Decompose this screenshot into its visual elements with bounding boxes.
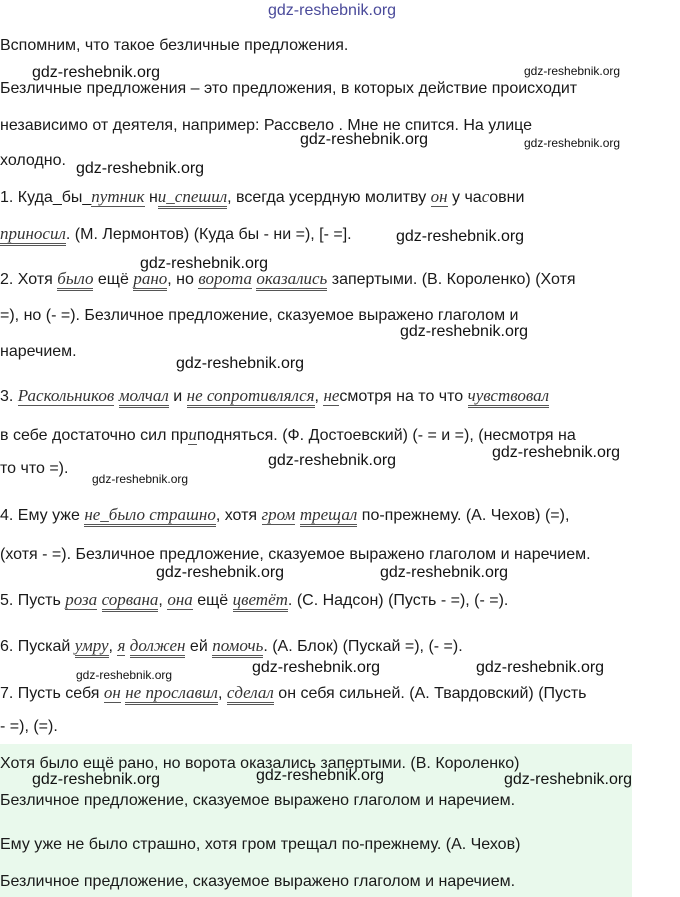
s1-letter: с xyxy=(481,187,490,206)
watermark: gdz-reshebnik.org xyxy=(476,659,605,676)
s6-text: . (А. Блок) (Пускай =), (- =). xyxy=(263,638,463,655)
s5-text: . (С. Надсон) (Пусть - =), (- =). xyxy=(287,592,509,609)
s4-text: 4. Ему уже xyxy=(0,507,85,524)
s3-predicate: молчал xyxy=(119,386,169,408)
sentence-4-line-2: (хотя - =). Безличное предложение, сказуемое выражено глаголом и наречием. xyxy=(0,546,591,563)
s3-text: подняться. (Ф. Достоевский) (- = и =), (несмотря на xyxy=(196,427,576,444)
watermark: gdz-reshebnik.org xyxy=(156,564,285,581)
watermark: gdz-reshebnik.org xyxy=(176,355,305,372)
s2-predicate: оказались xyxy=(256,269,327,291)
watermark: gdz-reshebnik.org xyxy=(524,64,621,78)
s1-text: 1. Куда_бы_ xyxy=(0,189,92,206)
s5-subject: роза xyxy=(65,590,98,609)
answer-line-2: Безличное предложение, сказуемое выражено глаголом и наречием. xyxy=(0,792,516,809)
intro-line-3: независимо от деятеля, например: Рассвело . Мне не спится. На улице xyxy=(0,117,533,134)
s7-predicate: сделал xyxy=(227,683,274,705)
s2-text: запертыми. (В. Короленко) (Хотя xyxy=(327,271,576,288)
watermark: gdz-reshebnik.org xyxy=(380,564,509,581)
s2-subject: ворота xyxy=(198,269,252,288)
watermark: gdz-reshebnik.org xyxy=(400,323,529,340)
s1-predicate: приносил xyxy=(0,224,66,246)
s3-predicate: не сопротивлялся xyxy=(187,386,315,408)
sentence-7-line-2: - =), (=). xyxy=(0,718,58,735)
s3-subject: Раскольников xyxy=(17,386,115,405)
watermark: gdz-reshebnik.org xyxy=(256,767,385,784)
s2-predicate: было xyxy=(57,269,93,291)
watermark: gdz-reshebnik.org xyxy=(32,64,161,81)
s1-text: . (М. Лермонтов) (Куда бы - ни =), [- =]. xyxy=(65,226,352,243)
s2-text: 2. Хотя xyxy=(0,271,58,288)
watermark: gdz-reshebnik.org xyxy=(524,136,621,150)
s2-text: , но xyxy=(167,271,199,288)
s2-text: ещё xyxy=(93,271,134,288)
s7-text: он себя сильней. (А. Твардовский) (Пусть xyxy=(273,685,587,702)
sentence-5-line-1 xyxy=(0,590,508,611)
watermark: gdz-reshebnik.org xyxy=(32,771,161,788)
sentence-4-line-1 xyxy=(0,505,569,526)
s7-text: 7. Пусть себя xyxy=(0,685,104,702)
s5-text xyxy=(97,592,101,609)
sentence-2-line-1 xyxy=(0,269,576,290)
answer-line-1: Хотя было ещё рано, но ворота оказались запертыми. (В. Короленко) xyxy=(0,755,520,772)
s3-text: 3. xyxy=(0,388,18,405)
s1-text: овни xyxy=(489,189,525,206)
s4-predicate: трещал xyxy=(300,505,358,527)
s4-predicate: не_было страшно xyxy=(84,505,216,527)
s7-text: , xyxy=(217,685,227,702)
answer-line-4: Безличное предложение, сказуемое выражено глаголом и наречием. xyxy=(0,873,516,890)
intro-line-1: Вспомним, что такое безличные предложения. xyxy=(0,37,349,54)
sentence-2-line-2: =), но (- =). Безличное предложение, сказуемое выражено глаголом и xyxy=(0,307,519,324)
s4-text: по-прежнему. (А. Чехов) (=), xyxy=(357,507,570,524)
watermark: gdz-reshebnik.org xyxy=(492,444,621,461)
s6-text: 6. Пускай xyxy=(0,638,75,655)
s5-text: 5. Пусть xyxy=(0,592,66,609)
sentence-3-line-3: то что =). xyxy=(0,460,69,477)
watermark: gdz-reshebnik.org xyxy=(76,668,173,682)
s6-predicate: должен xyxy=(130,636,186,658)
header-watermark[interactable]: gdz-reshebnik.org xyxy=(268,2,397,19)
sentence-6-line-1 xyxy=(0,636,463,657)
s6-subject: я xyxy=(117,636,126,655)
sentence-2-line-3: наречием. xyxy=(0,343,77,360)
watermark: gdz-reshebnik.org xyxy=(396,228,525,245)
s1-predicate: и_спешил xyxy=(158,187,227,209)
sentence-1-line-1 xyxy=(0,187,524,208)
s1-text: н xyxy=(144,189,158,206)
watermark: gdz-reshebnik.org xyxy=(504,771,633,788)
watermark: gdz-reshebnik.org xyxy=(92,472,189,486)
sentence-1-line-2 xyxy=(0,224,352,245)
watermark: gdz-reshebnik.org xyxy=(268,452,397,469)
s5-text: ещё xyxy=(192,592,233,609)
s3-letter: и xyxy=(188,425,197,444)
s6-text: ей xyxy=(185,638,213,655)
s4-subject: гром xyxy=(261,505,296,524)
s1-subject: путник xyxy=(91,187,145,206)
answer-line-3: Ему уже не было страшно, хотя гром трещал по-прежнему. (А. Чехов) xyxy=(0,836,521,853)
s1-subject: он xyxy=(430,187,448,206)
s5-text: , xyxy=(158,592,168,609)
s1-text: у ча xyxy=(447,189,482,206)
watermark: gdz-reshebnik.org xyxy=(140,255,269,272)
watermark: gdz-reshebnik.org xyxy=(76,160,205,177)
watermark: gdz-reshebnik.org xyxy=(252,659,381,676)
sentence-3-line-1 xyxy=(0,386,549,407)
intro-line-2: Безличные предложения – это предложения, в которых действие происходит xyxy=(0,80,578,97)
s3-text: и xyxy=(168,388,187,405)
watermark: gdz-reshebnik.org xyxy=(300,131,429,148)
s3-predicate: чувствовал xyxy=(468,386,549,408)
s6-predicate: умру xyxy=(75,636,109,658)
s6-predicate: помочь xyxy=(212,636,263,658)
s7-predicate: не прославил xyxy=(125,683,218,705)
intro-line-4: холодно. xyxy=(0,152,66,169)
s1-text: , всегда усердную молитву xyxy=(227,189,431,206)
s7-subject: он xyxy=(103,683,121,702)
s5-predicate: цветёт xyxy=(233,590,288,612)
s3-particle: не xyxy=(323,386,340,405)
s3-text: в себе достаточно сил пр xyxy=(0,427,189,444)
s5-predicate: сорвана xyxy=(102,590,159,612)
s3-text: , xyxy=(314,388,324,405)
s6-text: , xyxy=(108,638,118,655)
s5-subject: она xyxy=(167,590,193,609)
sentence-7-line-1 xyxy=(0,683,587,704)
s4-text: , хотя xyxy=(215,507,262,524)
sentence-3-line-2 xyxy=(0,425,576,446)
s2-predicate: рано xyxy=(133,269,167,291)
s3-text: смотря на то что xyxy=(339,388,468,405)
